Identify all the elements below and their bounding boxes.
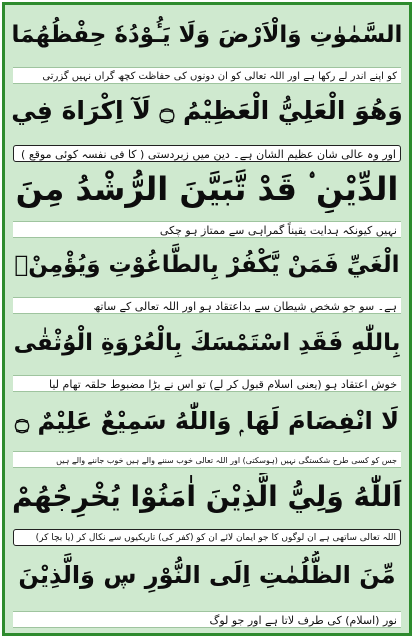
- translation-line-7: اللہ تعالی ساتھی ہے ان لوگوں کا جو ایمان لائے ان کو (کفر کی) تاریکیوں سے نکال کر (یا بچا کر): [13, 529, 401, 546]
- verse-line-6: لَا انْفِصَامَ لَهَا ۭ وَاللّٰهُ سَمِيْعٌ عَلِيْمٌ ۝: [15, 407, 399, 435]
- verse-line-7: اَللّٰهُ وَلِيُّ الَّذِيْنَ اٰمَنُوْا يُخْرِجُهُمْ: [11, 480, 402, 513]
- translation-line-8: نور (اسلام) کی طرف لاتا ہے اور جو لوگ: [13, 611, 401, 628]
- verse-line-2: وَهُوَ الْعَلِيُّ الْعَظِيْمُ ۝ لَآ اِكْرَاهَ فِي: [11, 96, 403, 125]
- verse-line-5: بِاللّٰهِ فَقَدِ اسْتَمْسَكَ بِالْعُرْوَةِ الْوُثْقٰى: [13, 330, 401, 356]
- translation-line-3: نہیں کیونکہ ہدایت یقیناً گمراہی سے ممتاز ہو چکی: [13, 221, 401, 238]
- verse-line-3: الدِّيْنِ ۟ قَدْ تَّبَيَّنَ الرُّشْدُ مِنَ: [15, 170, 399, 208]
- translation-line-5: خوش اعتقاد ہو (یعنی اسلام قبول کر لے) تو اس نے بڑا مضبوط حلقہ تھام لیا: [13, 375, 401, 392]
- verse-line-4: الْغَيِّ فَمَنْ يَّكْفُرْ بِالطَّاغُوْتِ وَيُؤْمِنْۢ: [14, 252, 400, 278]
- translation-line-4: ہے۔ سو جو شخص شیطان سے بداعتقاد ہو اور اللہ تعالی کے ساتھ: [13, 297, 401, 314]
- translation-line-1: کو اپنے اندر لے رکھا ہے اور اللہ تعالی کو ان دونوں کی حفاظت کچھ گراں نہیں گزرتی: [13, 67, 401, 84]
- quran-page: [2, 2, 412, 636]
- translation-line-2: اور وہ عالی شان عظیم الشان ہے۔ دین میں زبردستی ( کا فی نفسہ کوئی موقع ): [13, 145, 401, 162]
- verse-line-1: السَّمٰوٰتِ وَالْاَرْضَ وَلَا يَـُٔوْدُهٗ حِفْظُهُمَا: [11, 22, 403, 48]
- verse-line-8: مِّنَ الظُّلُمٰتِ اِلَى النُّوْرِ ڛ وَالَّذِيْنَ: [18, 561, 396, 589]
- translation-line-6: جس کو کسی طرح شکستگی نہیں (ہوسکتی) اور اللہ تعالی خوب سننے والے ہیں خوب جاننے والے ہیں: [13, 451, 401, 468]
